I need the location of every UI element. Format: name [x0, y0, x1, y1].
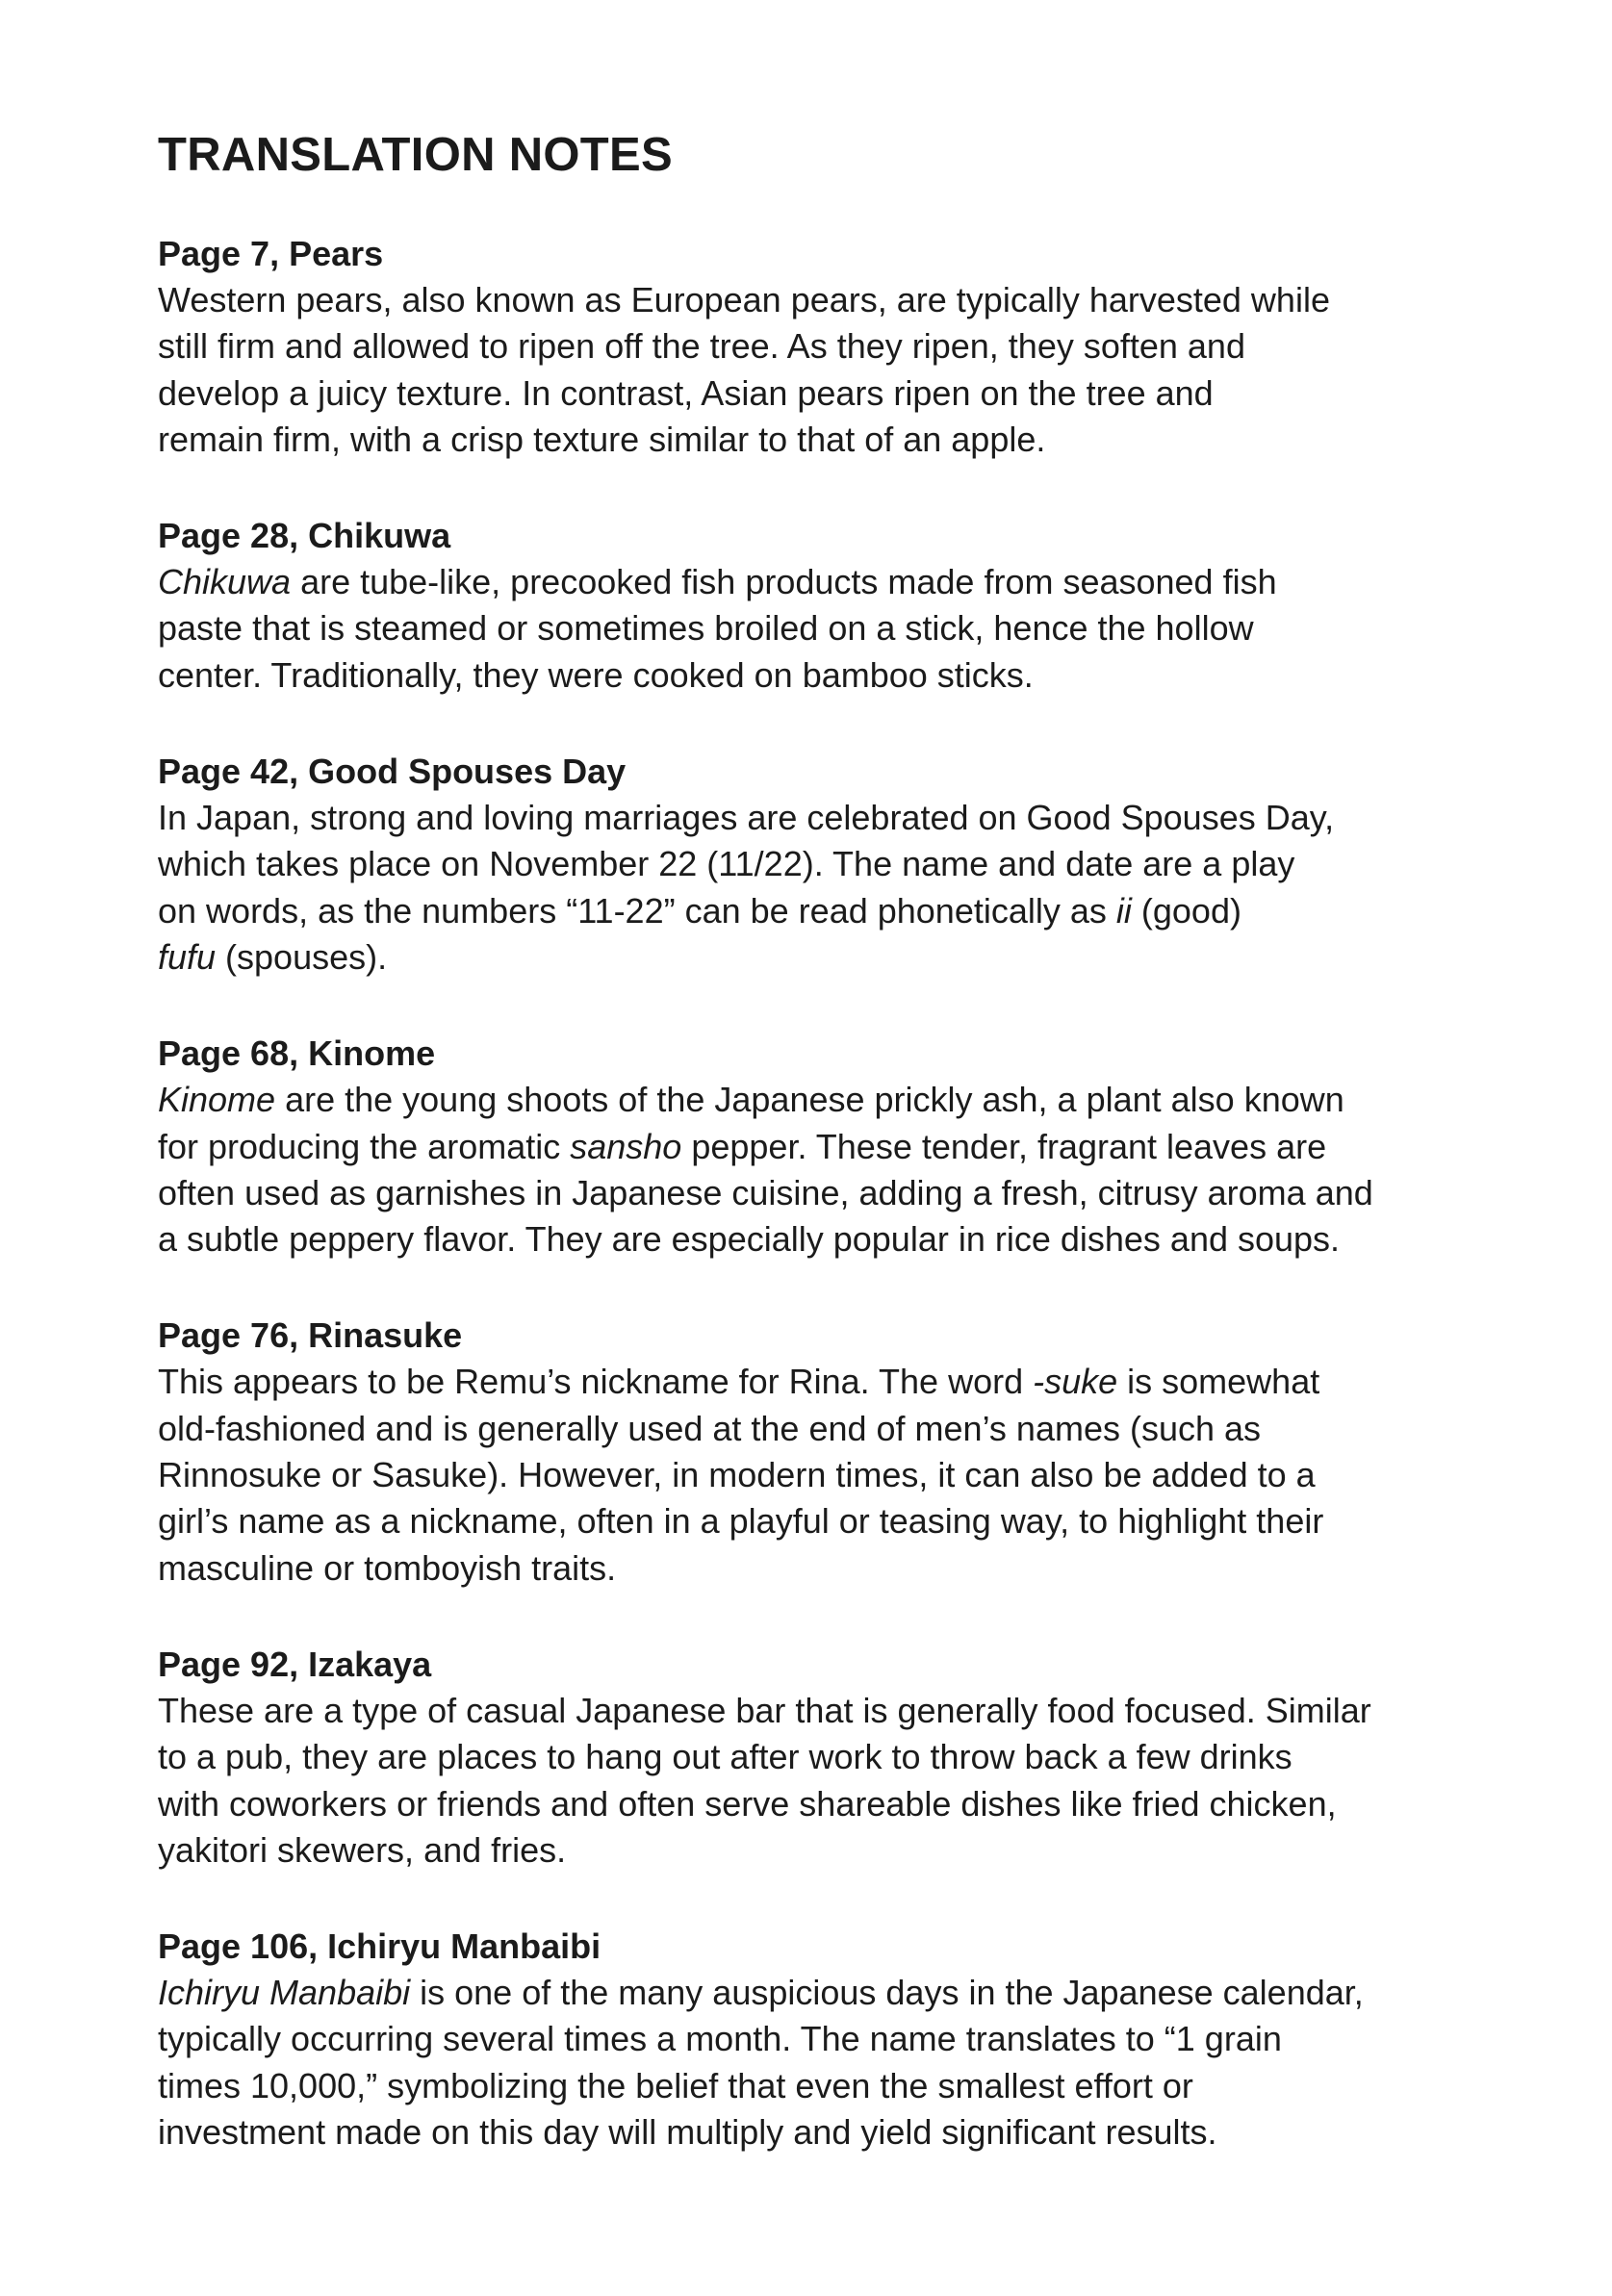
text-run: masculine or tomboyish traits. [158, 1547, 617, 1588]
note-line [158, 1734, 1505, 1780]
note-line [158, 605, 1505, 651]
note-line [158, 559, 1505, 605]
italic-term: Chikuwa [158, 562, 292, 602]
translation-notes-page [158, 123, 1505, 2156]
note-title: Page 92, Izakaya [158, 1644, 432, 1684]
note-line [158, 888, 1505, 934]
note-line [158, 277, 1505, 323]
note-line [158, 1781, 1505, 1827]
text-run: girl’s name as a nickname, often in a playful or teasing way, to highlight their [158, 1501, 1324, 1542]
note-line [158, 417, 1505, 463]
note-title: Page 68, Kinome [158, 1033, 436, 1074]
text-run: is one of the many auspicious days in the Japanese calendar, [410, 1973, 1364, 2013]
note-line [158, 1498, 1505, 1544]
text-run: yakitori skewers, and fries. [158, 1829, 567, 1870]
text-run: Western pears, also known as European pears, are typically harvested while [158, 280, 1330, 319]
note-title: Page 106, Ichiryu Manbaibi [158, 1926, 601, 1967]
note-line [158, 1688, 1505, 1734]
text-run: still firm and allowed to ripen off the tree. As they ripen, they soften and [158, 326, 1245, 367]
text-run: pepper. These tender, fragrant leaves are [681, 1126, 1327, 1166]
text-run: typically occurring several times a month. The name translates to “1 grain [158, 2019, 1282, 2059]
text-run: (spouses). [216, 936, 388, 977]
note-line [158, 1170, 1505, 1216]
note-entry [158, 749, 1505, 981]
note-entry [158, 1642, 1505, 1874]
text-run: center. Traditionally, they were cooked on bamboo sticks. [158, 654, 1034, 695]
note-line [158, 1545, 1505, 1592]
note-entry [158, 1924, 1505, 2156]
note-line [158, 2016, 1505, 2062]
note-body [158, 277, 1505, 463]
text-run: often used as garnishes in Japanese cuisine, adding a fresh, citrusy aroma and [158, 1172, 1373, 1212]
text-run: with coworkers or friends and often serve shareable dishes like fried chicken, [158, 1783, 1337, 1824]
note-title: Page 7, Pears [158, 234, 384, 273]
note-body [158, 1077, 1505, 1263]
text-run: for producing the aromatic [158, 1126, 571, 1166]
note-body [158, 795, 1505, 981]
text-run: remain firm, with a crisp texture similar to that of an apple. [158, 419, 1046, 459]
note-line [158, 370, 1505, 417]
note-body [158, 1970, 1505, 2156]
note-body [158, 1359, 1505, 1591]
note-line [158, 1124, 1505, 1170]
italic-term: fufu [158, 936, 217, 977]
note-line [158, 841, 1505, 887]
note-entry [158, 1313, 1505, 1591]
text-run: are the young shoots of the Japanese prickly ash, a plant also known [275, 1080, 1344, 1120]
note-line [158, 1406, 1505, 1452]
note-line [158, 795, 1505, 841]
note-entry [158, 231, 1505, 463]
italic-term: Ichiryu Manbaibi [158, 1973, 411, 2013]
text-run: Rinnosuke or Sasuke). However, in modern times, it can also be added to a [158, 1455, 1316, 1495]
note-body [158, 1688, 1505, 1874]
text-run: This appears to be Remu’s nickname for Rina. The word [158, 1362, 1034, 1402]
italic-term: -suke [1033, 1362, 1118, 1402]
note-line [158, 1216, 1505, 1263]
note-title: Page 42, Good Spouses Day [158, 752, 627, 792]
note-line [158, 1359, 1505, 1405]
text-run: old-fashioned and is generally used at the end of men’s names (such as [158, 1408, 1262, 1448]
page-heading: TRANSLATION NOTES [158, 129, 674, 181]
note-line [158, 1452, 1505, 1498]
note-line [158, 323, 1505, 370]
text-run: on words, as the numbers “11-22” can be read phonetically as [158, 890, 1116, 931]
note-line [158, 2063, 1505, 2109]
text-run: (good) [1131, 890, 1241, 931]
text-run: a subtle peppery flavor. They are especially popular in rice dishes and soups. [158, 1219, 1341, 1260]
text-run: which takes place on November 22 (11/22). The name and date are a play [158, 844, 1295, 884]
text-run: In Japan, strong and loving marriages are celebrated on Good Spouses Day, [158, 798, 1335, 838]
italic-term: ii [1115, 890, 1132, 931]
note-line [158, 652, 1505, 699]
text-run: paste that is steamed or sometimes broiled on a stick, hence the hollow [158, 608, 1254, 649]
text-run: to a pub, they are places to hang out after work to throw back a few drinks [158, 1737, 1292, 1777]
notes-list [158, 231, 1505, 2156]
text-run: times 10,000,” symbolizing the belief that even the smallest effort or [158, 2065, 1193, 2105]
italic-term: Kinome [158, 1080, 276, 1120]
note-body [158, 559, 1505, 699]
note-line [158, 934, 1505, 981]
text-run: is somewhat [1117, 1362, 1320, 1402]
note-entry [158, 1031, 1505, 1263]
note-title: Page 28, Chikuwa [158, 516, 451, 556]
note-title: Page 76, Rinasuke [158, 1315, 463, 1356]
italic-term: sansho [570, 1126, 682, 1166]
note-line [158, 2109, 1505, 2156]
note-entry [158, 513, 1505, 699]
note-line [158, 1970, 1505, 2016]
text-run: are tube-like, precooked fish products made from seasoned fish [291, 562, 1277, 602]
text-run: develop a juicy texture. In contrast, Asian pears ripen on the tree and [158, 372, 1214, 413]
note-line [158, 1077, 1505, 1123]
note-line [158, 1827, 1505, 1874]
text-run: investment made on this day will multiply and yield significant results. [158, 2112, 1217, 2153]
text-run: These are a type of casual Japanese bar that is generally food focused. Similar [158, 1690, 1371, 1730]
